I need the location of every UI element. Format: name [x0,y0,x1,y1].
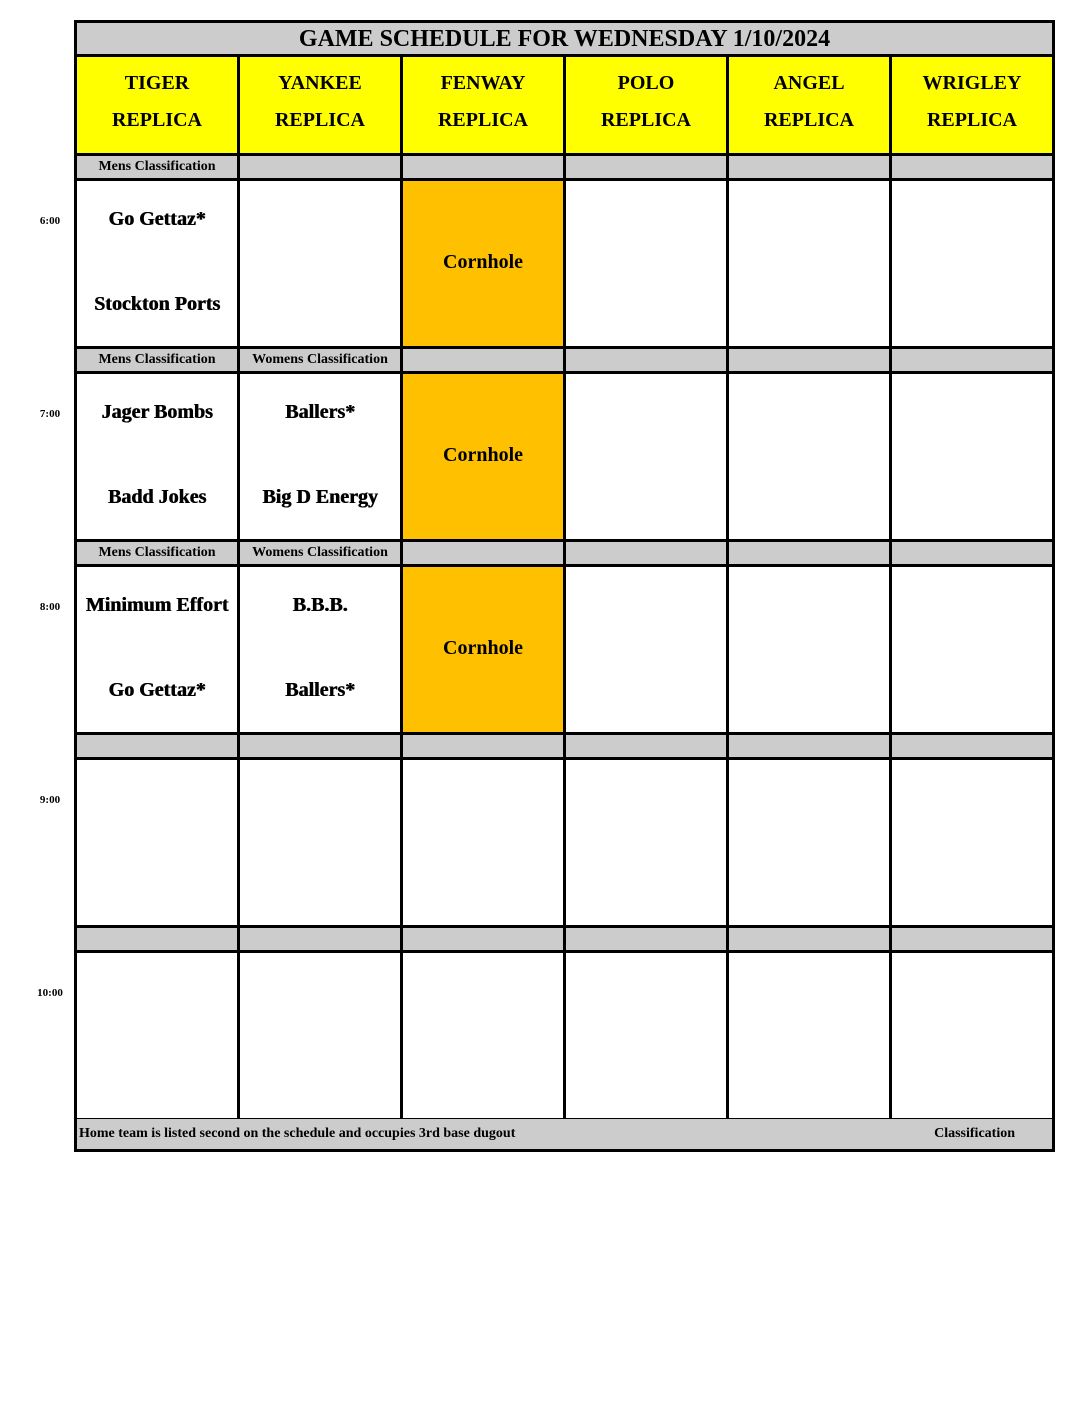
visiting-team: Ballers* [285,401,355,423]
field-name: POLO [617,72,675,94]
field-subtitle: REPLICA [600,109,691,131]
game-cell [892,567,1052,735]
event-label: Cornhole [443,444,523,466]
home-team: Ballers* [285,679,355,701]
game-cell [403,760,566,928]
visiting-team: Go Gettaz* [108,208,206,230]
game-cell [729,760,892,928]
classification-cell [240,735,403,760]
classification-cell [403,349,566,374]
time-label: 10:00 [37,987,63,999]
field-header-wrigley [892,57,1052,156]
classification-cell [403,928,566,953]
field-name: WRIGLEY [922,72,1022,94]
field-header-fenway [403,57,566,156]
classification-cell [566,735,729,760]
field-header-yankee [240,57,403,156]
visiting-team: B.B.B. [292,594,348,616]
classification-cell [892,542,1052,567]
classification-cell [566,542,729,567]
visiting-team: Jager Bombs [101,401,213,423]
visiting-team: Minimum Effort [85,594,229,616]
field-subtitle: REPLICA [274,109,365,131]
game-cell [240,374,403,542]
field-header-tiger [77,57,240,156]
game-cell [77,760,240,928]
game-cell [566,760,729,928]
game-cell [240,181,403,349]
classification-cell [729,735,892,760]
field-name: TIGER [124,72,190,94]
game-cell [240,760,403,928]
classification-cell: Mens Classification [77,349,240,374]
schedule-title: GAME SCHEDULE FOR WEDNESDAY 1/10/2024 [77,23,1052,57]
event-label: Cornhole [443,251,523,273]
classification-cell [729,156,892,181]
field-name: ANGEL [773,72,845,94]
footer-bar [77,1119,1052,1149]
field-subtitle: REPLICA [111,109,202,131]
footer-classification-label: Classification [934,1126,1015,1141]
classification-cell [403,156,566,181]
event-label: Cornhole [443,637,523,659]
field-name: YANKEE [278,72,362,94]
game-cell [77,953,240,1121]
game-cell [77,567,240,735]
game-cell [892,953,1052,1121]
classification-cell [77,928,240,953]
classification-cell [566,156,729,181]
schedule-sheet [74,20,1055,1152]
game-cell [729,953,892,1121]
classification-cell [240,928,403,953]
game-cell [729,181,892,349]
event-cell [403,181,566,349]
time-label: 7:00 [39,408,61,420]
game-cell [77,181,240,349]
game-cell [77,374,240,542]
game-cell [892,374,1052,542]
time-label: 9:00 [39,794,61,806]
classification-cell [403,735,566,760]
classification-cell [892,735,1052,760]
classification-cell: Mens Classification [77,156,240,181]
game-cell [403,953,566,1121]
classification-cell: Mens Classification [77,542,240,567]
classification-cell [77,735,240,760]
classification-cell [729,349,892,374]
field-subtitle: REPLICA [926,109,1017,131]
classification-cell [403,542,566,567]
footer-note: Home team is listed second on the schedule and occupies 3rd base dugout [79,1126,516,1141]
classification-cell [729,542,892,567]
classification-cell [566,928,729,953]
field-header-angel [729,57,892,156]
time-label: 8:00 [39,601,61,613]
field-header-polo [566,57,729,156]
field-subtitle: REPLICA [763,109,854,131]
classification-cell [892,156,1052,181]
time-label: 6:00 [39,215,61,227]
field-name: FENWAY [440,72,526,94]
classification-cell [566,349,729,374]
field-subtitle: REPLICA [437,109,528,131]
game-cell [240,953,403,1121]
classification-cell: Womens Classification [240,349,403,374]
home-team: Go Gettaz* [108,679,206,701]
game-cell [566,953,729,1121]
classification-cell [729,928,892,953]
game-cell [240,567,403,735]
home-team: Badd Jokes [107,486,207,508]
game-cell [729,374,892,542]
home-team: Big D Energy [262,486,378,508]
classification-cell: Womens Classification [240,542,403,567]
classification-cell [240,156,403,181]
game-cell [566,567,729,735]
game-cell [566,374,729,542]
classification-cell [892,928,1052,953]
game-cell [892,760,1052,928]
classification-cell [892,349,1052,374]
game-cell [566,181,729,349]
home-team: Stockton Ports [93,293,221,315]
event-cell [403,567,566,735]
event-cell [403,374,566,542]
game-cell [729,567,892,735]
game-cell [892,181,1052,349]
